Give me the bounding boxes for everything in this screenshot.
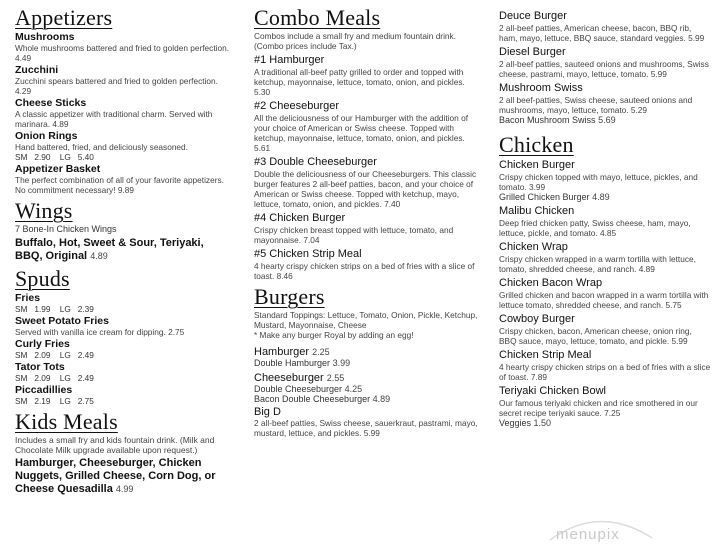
item-price: 5.99 (688, 33, 705, 43)
menu-item-curly-fries (15, 338, 233, 360)
item-name: Grilled Chicken Burger (499, 191, 590, 202)
item-name: Big D (254, 405, 281, 418)
item-name: Tator Tots (15, 360, 65, 373)
item-name: Malibu Chicken (499, 205, 575, 217)
left-column (15, 4, 233, 496)
item-name: Veggies (499, 418, 532, 428)
item-price: 7.04 (303, 235, 320, 245)
combo-desc: Combos include a small fry and medium fountain drink. (Combo prices include Tax.) (254, 31, 456, 51)
item-desc: Served with vanilla ice cream for dipping. (15, 326, 166, 337)
item-desc: Zucchini spears battered and fried to golden perfection. (15, 76, 218, 86)
item-name: Cheese Sticks (15, 97, 87, 109)
item-price: 1.50 (533, 418, 552, 428)
burgers-royal-note: * Make any burger Royal by adding an egg! (254, 330, 414, 340)
item-name: Double Cheeseburger (254, 383, 343, 394)
menu-item-cowboy-burger (499, 313, 711, 346)
item-desc: A traditional all-beef patty grilled to order and topped with ketchup, mayonnaise, lettuce, tomato, onion, and pickles. (254, 67, 465, 87)
right-column (499, 4, 711, 430)
kids-items (15, 457, 233, 496)
section-title-combo-meals: Combo Meals (254, 5, 381, 30)
item-price: 4.49 (15, 53, 32, 63)
item-desc: Whole mushrooms battered and fried to golden perfection. (15, 43, 229, 53)
item-desc: 2 all beef-patties, Swiss cheese, sauteed onions and mushrooms, mayo, lettuce, tomato. (499, 95, 693, 115)
burger-bacon-double-cheeseburger (254, 394, 482, 405)
burger-cheeseburger (254, 372, 482, 384)
kids-desc: Includes a small fry and kids fountain drink. (Milk and Chocolate Milk upgrade available upon request.) (15, 434, 215, 455)
item-sizes: SM 2.90 LG 5.40 (15, 152, 94, 162)
item-price: 4.85 (600, 228, 617, 238)
item-name: #1 Hamburger (254, 54, 325, 66)
item-name: Double Hamburger (254, 358, 331, 368)
item-price: 2.55 (326, 372, 345, 383)
section-title-burgers: Burgers (254, 284, 325, 309)
combo-item-4 (254, 212, 482, 245)
item-name: Diesel Burger (499, 46, 566, 58)
item-desc: 4 hearty crispy chicken strips on a bed of fries with a slice of toast. (254, 261, 475, 281)
item-name: Chicken Wrap (499, 241, 568, 253)
item-name: Sweet Potato Fries (15, 314, 109, 327)
item-price: 3.99 (332, 358, 351, 368)
item-name: Onion Rings (15, 130, 78, 142)
item-sizes: SM 2.19 LG 2.75 (15, 395, 94, 406)
item-name: Cowboy Burger (499, 313, 575, 325)
bacon-mushroom-swiss (499, 115, 711, 126)
combo-item-5 (254, 248, 482, 281)
item-price: 5.99 (650, 69, 667, 79)
section-title-kids-meals: Kids Meals (15, 408, 118, 434)
combo-item-1 (254, 54, 482, 97)
item-price: 5.61 (254, 143, 271, 153)
section-title-chicken: Chicken (499, 131, 574, 157)
item-name: Chicken Strip Meal (499, 349, 592, 361)
item-name: Bacon Double Cheeseburger (254, 394, 371, 404)
item-name: Mushrooms (15, 31, 75, 43)
item-name: #4 Chicken Burger (254, 212, 346, 224)
item-price: 7.25 (604, 408, 621, 418)
middle-column (254, 4, 482, 439)
item-desc: 2 all-beef patties, sauteed onions and mushrooms, Swiss cheese, pastrami, mayo, lettuce, tomato. (499, 59, 709, 79)
item-price: 5.29 (630, 105, 648, 115)
item-name: Cheeseburger (254, 371, 324, 384)
item-price: 4.29 (15, 86, 32, 96)
item-price: 4.89 (90, 250, 108, 261)
item-name: Bacon Mushroom Swiss (499, 115, 596, 125)
item-price: 9.89 (117, 185, 134, 195)
item-price: 4.89 (372, 394, 391, 404)
burger-big-d (254, 406, 482, 438)
item-price: 7.40 (384, 199, 401, 209)
item-desc: 4 hearty crispy chicken strips on a bed of fries with a slice of toast. (499, 362, 711, 382)
item-price: 5.99 (363, 427, 380, 438)
item-price: 3.99 (528, 181, 546, 192)
section-title-spuds: Spuds (15, 265, 70, 291)
menu-item-deuce-burger (499, 10, 711, 43)
menu-item-cheese-sticks (15, 97, 233, 129)
item-desc: Crispy chicken topped with mayo, lettuce, pickles, and tomato. (499, 171, 698, 192)
menu-item-chicken-burger (499, 159, 711, 203)
item-name: Deuce Burger (499, 10, 567, 22)
item-price: 4.89 (638, 264, 655, 274)
item-desc: Hand battered, fried, and deliciously seasoned. (15, 142, 188, 152)
item-name: Zucchini (15, 64, 59, 76)
watermark-logo: menupix (556, 526, 620, 543)
item-desc: Crispy chicken, bacon, American cheese, onion ring, BBQ sauce, mayo, lettuce, tomato, and pickle. (499, 326, 692, 346)
item-name: Curly Fries (15, 337, 70, 350)
combo-item-3 (254, 156, 482, 209)
item-desc: Deep fried chicken patty, Swiss cheese, ham, mayo, lettuce, pickle, and tomato. (499, 218, 691, 238)
wings-flavors (15, 237, 233, 263)
item-desc: 2 all-beef patties, American cheese, bacon, BBQ rib, ham, mayo, lettuce, BBQ sauce, standard veggies. (499, 23, 692, 43)
item-desc: All the deliciousness of our Hamburger with the addition of your choice of American or Swiss cheese. Topped with ketchup, mayonnaise, lettuce, tomato, onion, and pickles. (254, 113, 468, 143)
burger-group-hamburger (254, 346, 482, 369)
burger-double-hamburger (254, 358, 482, 369)
menu-item-chicken-strip-meal (499, 349, 711, 382)
item-name: Hamburger (254, 346, 310, 358)
menu-item-tator-tots (15, 361, 233, 383)
veggies-addon (499, 418, 711, 429)
burgers-toppings: Standard Toppings: Lettuce, Tomato, Onion, Pickle, Ketchup, Mustard, Mayonnaise, Cheese (254, 310, 478, 330)
item-desc: Crispy chicken breast topped with lettuce, tomato, and mayonnaise. (254, 225, 454, 245)
item-desc: Crispy chicken wrapped in a warm tortilla with lettuce, tomato, shredded cheese, and ranch. (499, 254, 696, 274)
item-desc: Our famous teriyaki chicken and rice smothered in our secret recipe teriyaki sauce. (499, 398, 698, 418)
item-name: Chicken Bacon Wrap (499, 277, 603, 289)
item-sizes: SM 1.99 LG 2.39 (15, 303, 94, 314)
burger-group-cheeseburger (254, 372, 482, 405)
item-name: #5 Chicken Strip Meal (254, 248, 362, 260)
item-name: Chicken Burger (499, 158, 575, 171)
item-name: Fries (15, 291, 41, 304)
burger-hamburger (254, 346, 482, 358)
item-price: 5.99 (671, 336, 688, 346)
menu-item-piccadillies (15, 384, 233, 406)
menu-item-teriyaki-chicken-bowl (499, 385, 711, 429)
section-title-wings: Wings (15, 198, 73, 223)
item-desc: A classic appetizer with traditional charm. Served with marinara. (15, 109, 213, 129)
item-name: #3 Double Cheeseburger (254, 156, 377, 168)
menu-item-diesel-burger (499, 46, 711, 79)
item-price: 5.30 (254, 87, 271, 97)
combo-item-2 (254, 100, 482, 153)
menu-item-fries (15, 292, 233, 314)
item-name: Mushroom Swiss (499, 82, 583, 94)
menu-item-onion-rings (15, 130, 233, 162)
item-desc: Double the deliciousness of our Cheeseburgers. This classic burger features 2 all-beef patties, bacon, and your choice of American or Swiss cheese. Topped with ketchup, mayo, lettuce, tomato, onion, and pickles. (254, 169, 477, 209)
item-sizes: SM 2.09 LG 2.49 (15, 372, 94, 383)
menu-item-chicken-bacon-wrap (499, 277, 711, 310)
item-price: 4.99 (115, 483, 134, 494)
menu-item-sweet-potato-fries (15, 315, 233, 337)
menu-item-appetizer-basket (15, 163, 233, 195)
item-desc: 2 all-beef patties, Swiss cheese, sauerkraut, pastrami, mayo, mustard, lettuce, and pickles. (254, 417, 478, 438)
item-desc: Grilled chicken and bacon wrapped in a warm tortilla with lettuce tomato, shredded cheese, and ranch. (499, 290, 709, 310)
item-price: 5.69 (598, 115, 616, 125)
menu-item-zucchini (15, 64, 233, 96)
item-name: Teriyaki Chicken Bowl (499, 385, 606, 397)
menu-item-chicken-wrap (499, 241, 711, 274)
flavors-text: Buffalo, Hot, Sweet & Sour, Teriyaki, BBQ, Original (15, 236, 204, 262)
item-name: #2 Cheeseburger (254, 100, 340, 112)
item-price: 8.46 (276, 271, 293, 281)
item-name: Piccadillies (15, 383, 73, 396)
item-price: 4.89 (592, 191, 610, 202)
item-sizes: SM 2.09 LG 2.49 (15, 349, 94, 360)
item-price: 2.75 (168, 326, 185, 337)
item-price: 2.25 (312, 347, 330, 357)
burger-double-cheeseburger (254, 384, 482, 395)
menu-item-malibu-chicken (499, 205, 711, 238)
grilled-chicken-burger (499, 192, 711, 203)
menu-item-mushrooms (15, 31, 233, 63)
item-price: 4.25 (344, 383, 363, 394)
item-price: 4.89 (52, 119, 69, 129)
section-title-appetizers: Appetizers (15, 5, 113, 30)
item-price: 7.89 (530, 372, 547, 382)
item-name: Appetizer Basket (15, 163, 101, 175)
wings-subtitle: 7 Bone-In Chicken Wings (15, 224, 117, 234)
item-desc: The perfect combination of all of your favorite appetizers. No commitment necessary! (15, 175, 224, 195)
menu-item-mushroom-swiss (499, 82, 711, 126)
item-price: 5.75 (665, 300, 682, 310)
kids-items-text: Hamburger, Cheeseburger, Chicken Nuggets, Grilled Cheese, Corn Dog, or Cheese Quesadilla (15, 456, 216, 495)
